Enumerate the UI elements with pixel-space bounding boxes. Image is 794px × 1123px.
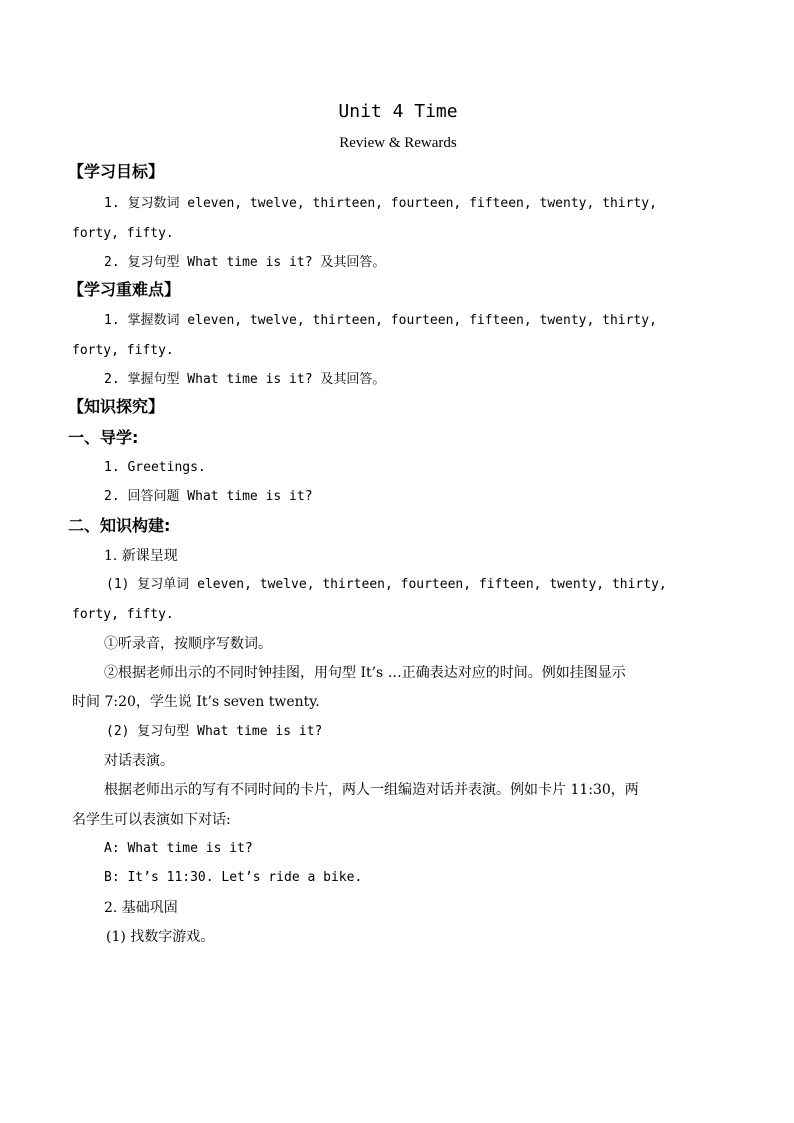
number-game-item: (1) 找数字游戏。	[106, 929, 215, 945]
key-point-2: 2. 掌握句型 What time is it? 及其回答。	[104, 372, 386, 387]
guide-item-2: 2. 回答问题 What time is it?	[104, 489, 313, 504]
key-point-1: 1. 掌握数词 eleven, twelve, thirteen, fourteen, fifteen, twenty, thirty,	[104, 313, 657, 328]
section-heading-key-points: 【学习重难点】	[68, 280, 181, 299]
listen-write-step: ①听录音，按顺序写数词。	[104, 636, 272, 652]
consolidation-heading: 2. 基础巩固	[104, 900, 178, 916]
document-title: Unit 4 Time	[338, 101, 458, 122]
dialogue-line-b: B: It’s 11:30. Let’s ride a bike.	[104, 870, 363, 885]
review-words-item: (1) 复习单词 eleven, twelve, thirteen, fourteen, fifteen, twenty, thirty,	[106, 577, 667, 592]
clock-chart-step: ②根据老师出示的不同时钟挂图，用句型 It’s …正确表达对应的时间。例如挂图显示	[104, 665, 626, 681]
card-activity-text-cont: 名学生可以表演如下对话:	[72, 812, 231, 828]
guide-item-1: 1. Greetings.	[104, 460, 206, 475]
subsection-guide: 一、导学:	[68, 428, 139, 447]
card-activity-text: 根据老师出示的写有不同时间的卡片，两人一组编造对话并表演。例如卡片 11:30，两	[104, 782, 639, 798]
dialogue-line-a: A: What time is it?	[104, 841, 253, 856]
dialogue-performance: 对话表演。	[104, 753, 174, 769]
section-heading-exploration: 【知识探究】	[68, 397, 165, 416]
document-subtitle: Review & Rewards	[339, 135, 457, 151]
key-point-1-cont: forty, fifty.	[72, 343, 174, 358]
clock-chart-step-cont: 时间 7:20，学生说 It’s seven twenty.	[72, 694, 320, 710]
objective-1-cont: forty, fifty.	[72, 226, 174, 241]
review-words-cont: forty, fifty.	[72, 607, 174, 622]
subsection-knowledge-building: 二、知识构建:	[68, 516, 171, 535]
objective-1: 1. 复习数词 eleven, twelve, thirteen, fourteen, fifteen, twenty, thirty,	[104, 196, 657, 211]
new-lesson-heading: 1. 新课呈现	[104, 548, 178, 564]
review-sentence-item: (2) 复习句型 What time is it?	[106, 724, 323, 739]
objective-2: 2. 复习句型 What time is it? 及其回答。	[104, 255, 386, 270]
section-heading-objectives: 【学习目标】	[68, 162, 165, 181]
